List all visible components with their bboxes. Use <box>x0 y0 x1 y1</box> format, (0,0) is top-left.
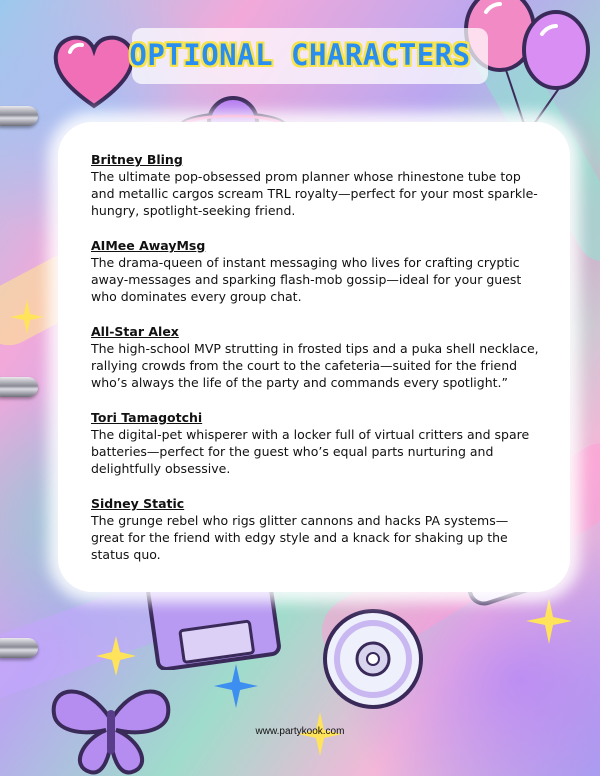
sparkle-star-icon <box>214 664 258 708</box>
character-description: The grunge rebel who rigs glitter cannons and hacks PA systems—great for the friend with edgy style and a knack for shaking up the status quo. <box>91 513 509 562</box>
character-entry <box>91 409 541 477</box>
character-description: The drama-queen of instant messaging who lives for crafting cryptic away-messages and sparking flash-mob gossip—ideal for your guest who dominates every group chat. <box>91 255 522 304</box>
character-list <box>91 151 541 581</box>
character-name: All-Star Alex <box>91 324 179 339</box>
character-entry <box>91 237 541 305</box>
footer-url[interactable]: www.partykook.com <box>255 726 345 737</box>
character-name: Britney Bling <box>91 152 183 167</box>
sparkle-star-icon <box>526 598 572 644</box>
character-description: The digital-pet whisperer with a locker full of virtual critters and spare batteries—perfect for the guest who’s equal parts nurturing and delightfully obsessive. <box>91 427 530 476</box>
character-name: AIMee AwayMsg <box>91 238 206 253</box>
character-description: The ultimate pop-obsessed prom planner whose rhinestone tube top and metallic cargos scream TRL royalty—perfect for your most sparkle-hungry, spotlight-seeking friend. <box>91 169 538 218</box>
binder-ring-icon <box>0 638 38 658</box>
compact-disc-icon <box>318 604 428 714</box>
page-title: OPTIONAL CHARACTERS <box>129 38 471 72</box>
character-entry <box>91 495 541 563</box>
character-name: Sidney Static <box>91 496 185 511</box>
character-description: The high-school MVP strutting in frosted tips and a puka shell necklace, rallying crowds from the court to the cafeteria—suited for the friend who’s always the life of the party and commands every spotlight.” <box>91 341 539 390</box>
character-entry <box>91 323 541 391</box>
character-entry <box>91 151 541 219</box>
sparkle-star-icon <box>96 636 136 676</box>
sparkle-star-icon <box>10 300 44 334</box>
binder-ring-icon <box>0 377 38 397</box>
binder-ring-icon <box>0 106 38 126</box>
character-name: Tori Tamagotchi <box>91 410 203 425</box>
